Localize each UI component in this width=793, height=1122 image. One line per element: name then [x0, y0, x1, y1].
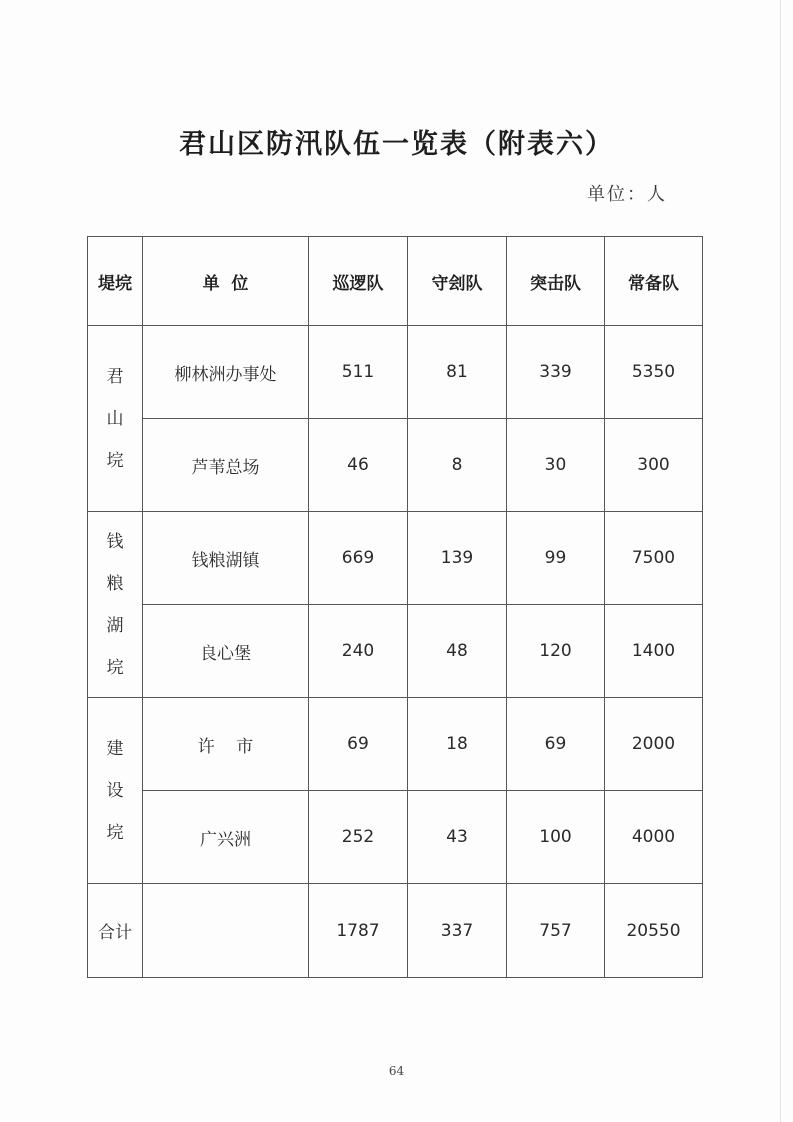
- table-row: [88, 605, 703, 698]
- total-standing: 20550: [605, 884, 703, 978]
- standing-cell: 1400: [605, 605, 703, 698]
- dike-cell-qianlianghu: [88, 512, 143, 698]
- total-row: [88, 884, 703, 978]
- header-unit: 单 位: [143, 237, 309, 326]
- dike-char: 钱: [106, 531, 124, 552]
- standing-cell: 7500: [605, 512, 703, 605]
- header-standing: 常备队: [605, 237, 703, 326]
- flood-team-table: [87, 236, 703, 978]
- guard-cell: 43: [408, 791, 507, 884]
- dike-cell-jianshe: [88, 698, 143, 884]
- table-row: [88, 698, 703, 791]
- unit-cell: 许 市: [143, 698, 309, 791]
- total-assault: 757: [507, 884, 605, 978]
- dike-char: 君: [106, 366, 124, 387]
- assault-cell: 30: [507, 419, 605, 512]
- assault-cell: 100: [507, 791, 605, 884]
- table-header-row: [88, 237, 703, 326]
- guard-cell: 81: [408, 326, 507, 419]
- table-row: [88, 791, 703, 884]
- dike-cell-junshan: [88, 326, 143, 512]
- guard-cell: 48: [408, 605, 507, 698]
- assault-cell: 120: [507, 605, 605, 698]
- patrol-cell: 240: [309, 605, 408, 698]
- table-row: [88, 326, 703, 419]
- page-number: 64: [388, 1064, 405, 1078]
- page-title: 君山区防汛队伍一览表（附表六）: [179, 129, 614, 160]
- standing-cell: 300: [605, 419, 703, 512]
- guard-cell: 18: [408, 698, 507, 791]
- assault-cell: 99: [507, 512, 605, 605]
- unit-cell: 广兴洲: [143, 791, 309, 884]
- total-guard: 337: [408, 884, 507, 978]
- dike-char: 设: [106, 780, 124, 801]
- unit-cell: 柳林洲办事处: [143, 326, 309, 419]
- header-assault: 突击队: [507, 237, 605, 326]
- scan-edge-line: [780, 0, 781, 1122]
- dike-char: 山: [106, 408, 124, 429]
- patrol-cell: 252: [309, 791, 408, 884]
- unit-cell: 良心堡: [143, 605, 309, 698]
- patrol-cell: 669: [309, 512, 408, 605]
- dike-char: 垸: [106, 657, 124, 678]
- header-dike: 堤垸: [88, 237, 143, 326]
- unit-cell: 钱粮湖镇: [143, 512, 309, 605]
- total-patrol: 1787: [309, 884, 408, 978]
- assault-cell: 69: [507, 698, 605, 791]
- guard-cell: 8: [408, 419, 507, 512]
- table-row: [88, 512, 703, 605]
- patrol-cell: 46: [309, 419, 408, 512]
- dike-char: 粮: [106, 573, 124, 594]
- header-patrol: 巡逻队: [309, 237, 408, 326]
- unit-label: 单位：人: [587, 184, 667, 205]
- guard-cell: 139: [408, 512, 507, 605]
- total-unit-cell: [143, 884, 309, 978]
- table-row: [88, 419, 703, 512]
- patrol-cell: 511: [309, 326, 408, 419]
- dike-char: 垸: [106, 822, 124, 843]
- assault-cell: 339: [507, 326, 605, 419]
- dike-char: 垸: [106, 450, 124, 471]
- standing-cell: 5350: [605, 326, 703, 419]
- dike-char: 建: [106, 738, 124, 759]
- total-label: 合计: [88, 884, 143, 978]
- header-guard: 守刽队: [408, 237, 507, 326]
- standing-cell: 4000: [605, 791, 703, 884]
- dike-char: 湖: [106, 615, 124, 636]
- standing-cell: 2000: [605, 698, 703, 791]
- patrol-cell: 69: [309, 698, 408, 791]
- unit-cell: 芦苇总场: [143, 419, 309, 512]
